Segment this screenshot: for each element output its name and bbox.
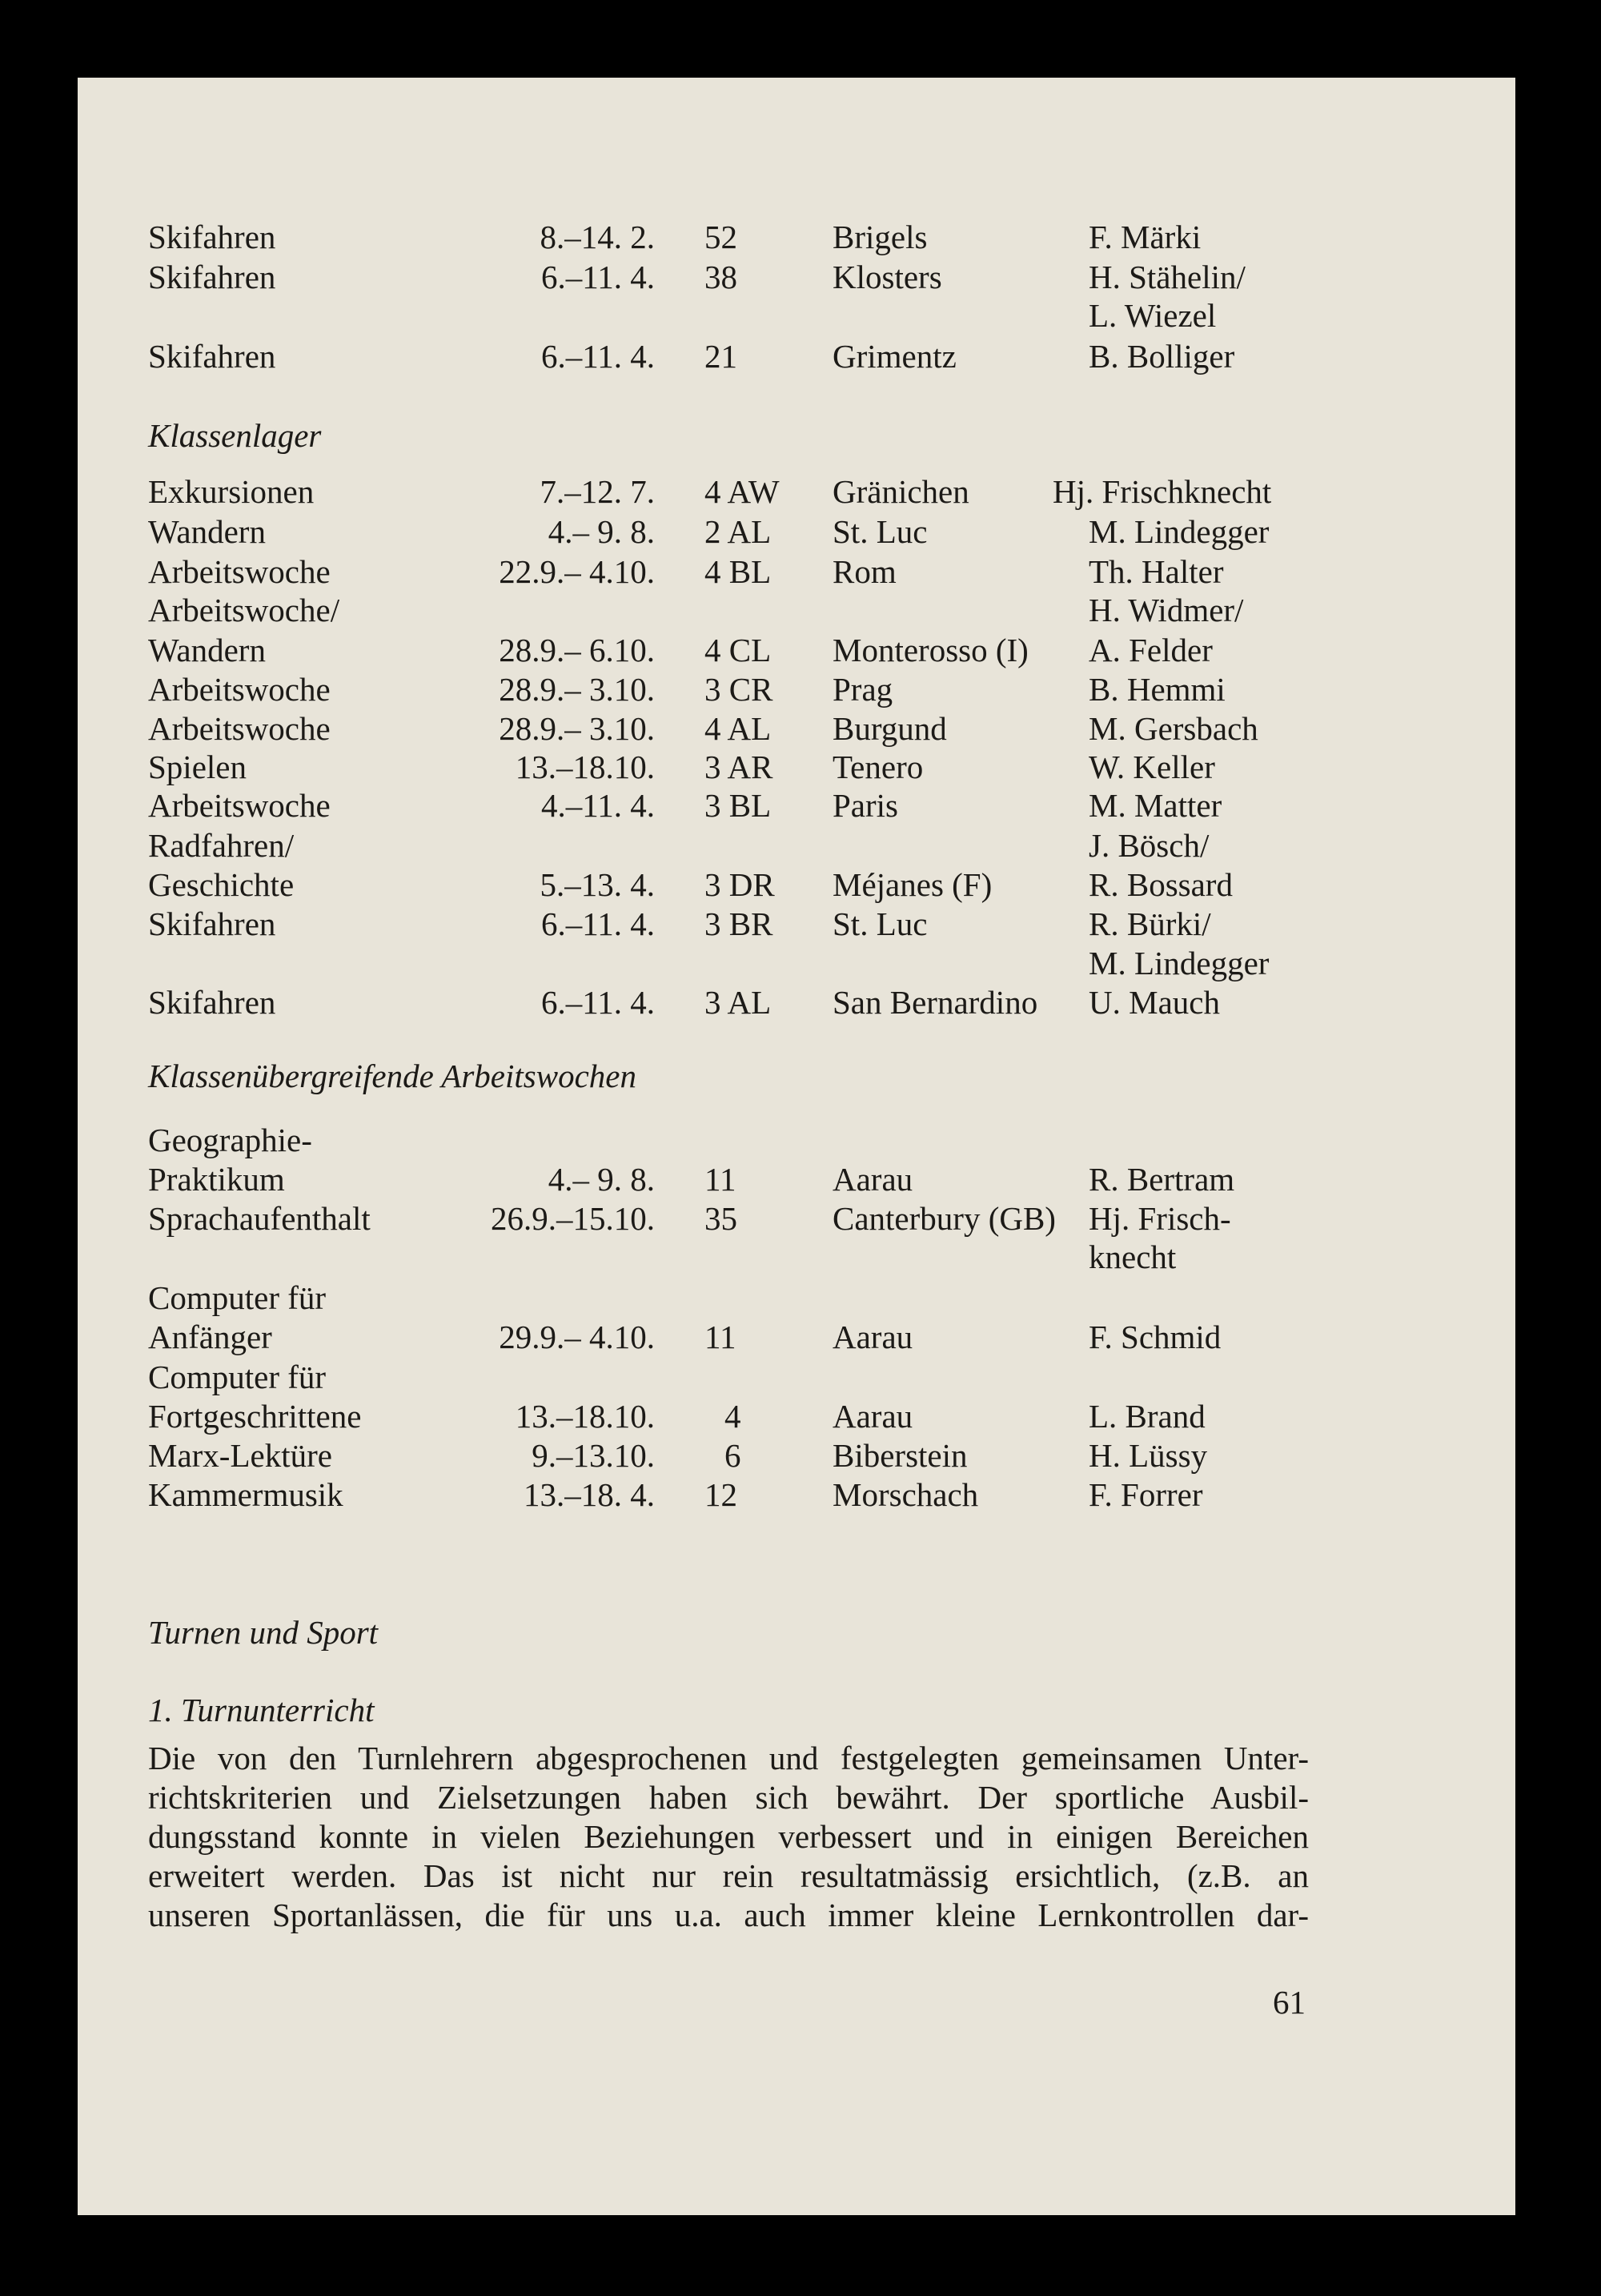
- leader-cell: R. Bürki/: [1089, 905, 1211, 942]
- count-cell: 38: [704, 259, 737, 295]
- class-cell: 3 AL: [704, 984, 772, 1021]
- class-cell: 3 CR: [704, 671, 773, 708]
- place-cell: Brigels: [833, 219, 928, 255]
- activity-cell: Marx-Lektüre: [148, 1437, 332, 1474]
- body-paragraph: [148, 1739, 1309, 1935]
- place-cell: Biberstein: [833, 1437, 968, 1474]
- place-cell: Prag: [833, 671, 893, 708]
- date-cell: 5.–13. 4.: [540, 866, 655, 903]
- activity-cell: Anfänger: [148, 1319, 272, 1355]
- paragraph-line: erweitert werden. Das ist nicht nur rein resultatmässig ersichtlich, (z.B. an: [148, 1857, 1309, 1894]
- count-cell: 11: [704, 1161, 736, 1198]
- activity-cell: Praktikum: [148, 1161, 285, 1198]
- class-cell: 3 DR: [704, 866, 775, 903]
- place-cell: Rom: [833, 553, 897, 590]
- activity-cell: Fortgeschrittene: [148, 1398, 362, 1435]
- class-cell: 2 AL: [704, 513, 772, 550]
- place-cell: Grimentz: [833, 338, 957, 375]
- leader-cell: knecht: [1089, 1238, 1177, 1275]
- class-cell: 3 BL: [704, 787, 772, 824]
- activity-cell: Computer für: [148, 1279, 327, 1316]
- paragraph-line: richtskriterien und Zielsetzungen haben sich bewährt. Der sportliche Ausbil-: [148, 1779, 1309, 1816]
- date-cell: 6.–11. 4.: [541, 259, 655, 295]
- date-cell: 13.–18.10.: [515, 749, 655, 785]
- activity-cell: Wandern: [148, 632, 266, 668]
- count-cell: 21: [704, 338, 737, 375]
- count-cell: 11: [704, 1319, 736, 1355]
- section-heading-klassenlager: Klassenlager: [148, 417, 322, 454]
- leader-cell: A. Felder: [1089, 632, 1213, 668]
- date-cell: 28.9.– 3.10.: [499, 671, 655, 708]
- count-cell: 35: [704, 1200, 737, 1237]
- date-cell: 4.–11. 4.: [541, 787, 655, 824]
- activity-cell: Wandern: [148, 513, 266, 550]
- leader-cell: B. Bolliger: [1089, 338, 1235, 375]
- class-cell: 4 AW: [704, 473, 780, 510]
- date-cell: 6.–11. 4.: [541, 338, 655, 375]
- place-cell: Aarau: [833, 1161, 913, 1198]
- place-cell: Morschach: [833, 1476, 979, 1513]
- activity-cell: Spielen: [148, 749, 247, 785]
- date-cell: 13.–18.10.: [515, 1398, 655, 1435]
- place-cell: Monterosso (I): [833, 632, 1029, 668]
- activity-cell: Skifahren: [148, 338, 276, 375]
- leader-cell: F. Forrer: [1089, 1476, 1203, 1513]
- count-cell: 12: [704, 1476, 737, 1513]
- leader-cell: R. Bertram: [1089, 1161, 1235, 1198]
- leader-cell: F. Märki: [1089, 219, 1202, 255]
- place-cell: Burgund: [833, 710, 947, 747]
- leader-cell: L. Brand: [1089, 1398, 1206, 1435]
- date-cell: 8.–14. 2.: [540, 219, 655, 255]
- activity-cell: Kammermusik: [148, 1476, 343, 1513]
- activity-cell: Arbeitswoche/: [148, 592, 340, 628]
- leader-cell: B. Hemmi: [1089, 671, 1226, 708]
- section-heading-arbeitswochen: Klassenübergreifende Arbeitswochen: [148, 1058, 636, 1094]
- date-cell: 4.– 9. 8.: [548, 513, 655, 550]
- subsection-heading-turnunterricht: 1. Turnunterricht: [148, 1692, 375, 1728]
- leader-cell: Th. Halter: [1089, 553, 1224, 590]
- leader-cell: H. Lüssy: [1089, 1437, 1208, 1474]
- class-cell: 4 BL: [704, 553, 772, 590]
- place-cell: Aarau: [833, 1398, 913, 1435]
- leader-cell: W. Keller: [1089, 749, 1215, 785]
- leader-cell: M. Lindegger: [1089, 513, 1270, 550]
- place-cell: Tenero: [833, 749, 924, 785]
- date-cell: 4.– 9. 8.: [548, 1161, 655, 1198]
- date-cell: 9.–13.10.: [532, 1437, 655, 1474]
- date-cell: 28.9.– 6.10.: [499, 632, 655, 668]
- leader-cell: L. Wiezel: [1089, 297, 1217, 334]
- date-cell: 29.9.– 4.10.: [499, 1319, 655, 1355]
- date-cell: 26.9.–15.10.: [491, 1200, 655, 1237]
- activity-cell: Arbeitswoche: [148, 710, 331, 747]
- paragraph-line: Die von den Turnlehrern abgesprochenen und festgelegten gemeinsamen Unter-: [148, 1740, 1309, 1776]
- activity-cell: Radfahren/: [148, 827, 295, 864]
- leader-cell: R. Bossard: [1089, 866, 1233, 903]
- date-cell: 22.9.– 4.10.: [499, 553, 655, 590]
- activity-cell: Skifahren: [148, 905, 276, 942]
- activity-cell: Exkursionen: [148, 473, 315, 510]
- leader-cell: M. Matter: [1089, 787, 1222, 824]
- date-cell: 13.–18. 4.: [524, 1476, 655, 1513]
- place-cell: Méjanes (F): [833, 866, 993, 903]
- place-cell: St. Luc: [833, 905, 928, 942]
- activity-cell: Arbeitswoche: [148, 671, 331, 708]
- activity-cell: Geographie-: [148, 1122, 312, 1158]
- class-cell: 4 AL: [704, 710, 772, 747]
- class-cell: 3 BR: [704, 905, 773, 942]
- activity-cell: Sprachaufenthalt: [148, 1200, 371, 1237]
- activity-cell: Skifahren: [148, 219, 276, 255]
- leader-cell: U. Mauch: [1089, 984, 1220, 1021]
- date-cell: 28.9.– 3.10.: [499, 710, 655, 747]
- activity-cell: Computer für: [148, 1359, 327, 1395]
- place-cell: Gränichen: [833, 473, 969, 510]
- place-cell: Klosters: [833, 259, 942, 295]
- class-cell: 3 AR: [704, 749, 773, 785]
- place-cell: St. Luc: [833, 513, 928, 550]
- activity-cell: Arbeitswoche: [148, 787, 331, 824]
- class-cell: 4 CL: [704, 632, 772, 668]
- leader-cell: Hj. Frisch-: [1089, 1200, 1231, 1237]
- count-cell: 52: [704, 219, 737, 255]
- paragraph-line: dungsstand konnte in vielen Beziehungen verbessert und in einigen Bereichen: [148, 1818, 1309, 1855]
- leader-cell: J. Bösch/: [1089, 827, 1210, 864]
- leader-cell: Hj. Frischknecht: [1053, 473, 1272, 510]
- date-cell: 6.–11. 4.: [541, 984, 655, 1021]
- activity-cell: Arbeitswoche: [148, 553, 331, 590]
- leader-cell: H. Widmer/: [1089, 592, 1244, 628]
- leader-cell: M. Lindegger: [1089, 945, 1270, 981]
- count-cell: 4: [724, 1398, 741, 1435]
- leader-cell: M. Gersbach: [1089, 710, 1258, 747]
- activity-cell: Skifahren: [148, 259, 276, 295]
- place-cell: San Bernardino: [833, 984, 1038, 1021]
- leader-cell: F. Schmid: [1089, 1319, 1222, 1355]
- place-cell: Canterbury (GB): [833, 1200, 1056, 1237]
- place-cell: Aarau: [833, 1319, 913, 1355]
- activity-cell: Skifahren: [148, 984, 276, 1021]
- paragraph-line: unseren Sportanlässen, die für uns u.a. auch immer kleine Lernkontrollen dar-: [148, 1897, 1309, 1933]
- count-cell: 6: [724, 1437, 741, 1474]
- page-number: 61: [1273, 1984, 1306, 2021]
- date-cell: 7.–12. 7.: [540, 473, 655, 510]
- date-cell: 6.–11. 4.: [541, 905, 655, 942]
- section-heading-turnen: Turnen und Sport: [148, 1614, 379, 1651]
- place-cell: Paris: [833, 787, 898, 824]
- activity-cell: Geschichte: [148, 866, 295, 903]
- leader-cell: H. Stähelin/: [1089, 259, 1246, 295]
